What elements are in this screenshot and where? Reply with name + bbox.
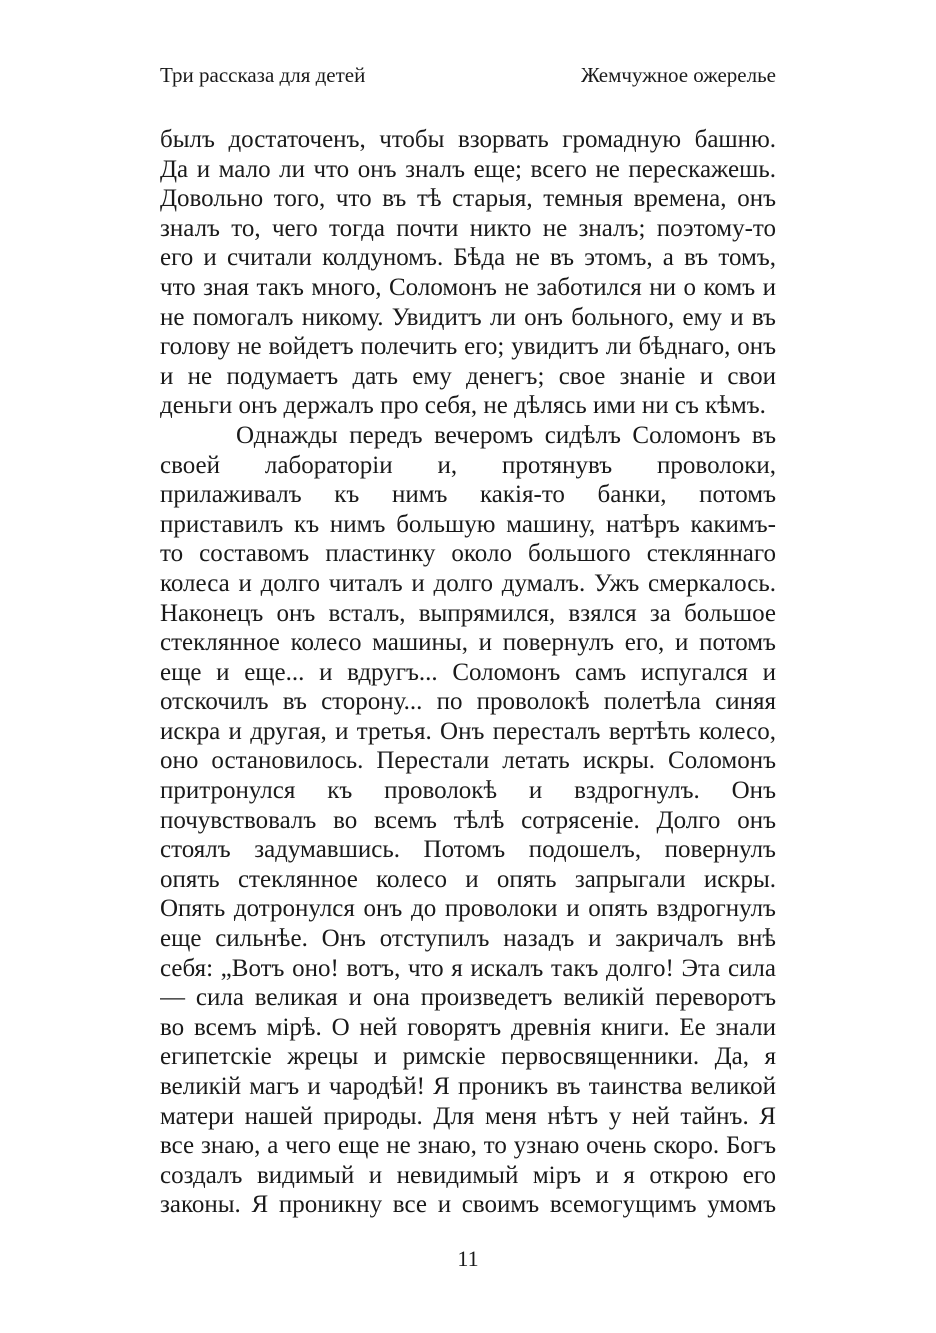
- text-line: себя: „Вотъ оно! вотъ, что я искалъ такъ долго! Эта сила: [160, 954, 776, 982]
- text-line: оно остановилось. Перестали летать искры. Соломонъ: [160, 747, 776, 775]
- paragraph: [160, 421, 776, 1220]
- text-line: великій магъ и чародѣй! Я проникъ въ таинства великой: [160, 1073, 776, 1100]
- running-header: [160, 60, 776, 90]
- text-line: Довольно того, что въ тѣ старыя, темныя времена, онъ: [160, 185, 776, 213]
- text-line: деньги онъ держалъ про себя, не дѣлясь ими ни съ кѣмъ.: [160, 392, 766, 420]
- text-line: стеклянное колесо машины, и повернулъ его, и потомъ: [160, 629, 776, 657]
- text-line: голову не войдетъ полечить его; увидитъ ли бѣднаго, онъ: [160, 333, 776, 361]
- text-line: матери нашей природы. Для меня нѣтъ у ней тайнъ. Я: [160, 1102, 776, 1130]
- text-line: прилаживалъ къ нимъ какія-то банки, потомъ: [160, 481, 776, 509]
- paragraph: [160, 125, 776, 421]
- text-line: зналъ то, чего тогда почти никто не зналъ; поэтому-то: [160, 214, 776, 242]
- text-line: Однажды передъ вечеромъ сидѣлъ Соломонъ въ: [236, 421, 776, 449]
- text-line: — сила великая и она произведетъ великій переворотъ: [160, 984, 776, 1012]
- text-line: не помогалъ никому. Увидитъ ли онъ больного, ему и въ: [160, 303, 776, 331]
- text-line: законы. Я проникну все и своимъ всемогущимъ умомъ: [160, 1191, 776, 1219]
- text-line: притронулся къ проволокѣ и вздрогнулъ. Онъ: [160, 777, 776, 805]
- text-line: своей лабораторіи и, протянувъ проволоки,: [160, 451, 776, 479]
- text-line: Опять дотронулся онъ до проволоки и опять вздрогнулъ: [160, 895, 776, 923]
- text-line: колеса и долго читалъ и долго думалъ. Ужъ смеркалось.: [160, 569, 776, 597]
- text-line: египетскіе жрецы и римскіе первосвященники. Да, я: [160, 1043, 776, 1071]
- text-line: искра и другая, и третья. Онъ пересталъ вертѣть колесо,: [160, 717, 776, 745]
- text-line: Наконецъ онъ всталъ, выпрямился, взялся за большое: [160, 599, 776, 627]
- text-line: былъ достаточенъ, чтобы взорвать громадную башню.: [160, 126, 776, 153]
- text-line: стоялъ задумавшись. Потомъ подошелъ, повернулъ: [160, 836, 776, 864]
- running-header-chapter-title: Жемчужное ожерелье: [581, 63, 776, 87]
- text-line: все знаю, а чего еще не знаю, то узнаю очень скоро. Богъ: [160, 1132, 776, 1160]
- text-line: почувствовалъ во всемъ тѣлѣ сотрясеніе. Долго онъ: [160, 806, 776, 834]
- text-line: и не подумаетъ дать ему денегъ; свое знаніе и свои: [160, 362, 776, 390]
- text-line: еще сильнѣе. Онъ отступилъ назадъ и закричалъ внѣ: [160, 925, 776, 953]
- running-header-book-title: Три рассказа для детей: [160, 63, 366, 87]
- text-line: что зная такъ много, Соломонъ не заботился ни о комъ и: [160, 273, 776, 301]
- page-number: 11: [457, 1246, 479, 1271]
- text-line: во всемъ мірѣ. О ней говорятъ древнія книги. Ее знали: [160, 1013, 776, 1041]
- text-line: его и считали колдуномъ. Бѣда не въ этомъ, а въ томъ,: [160, 244, 776, 272]
- text-line: приставилъ къ нимъ большую машину, натѣръ какимъ-: [160, 510, 776, 538]
- body-text: [160, 125, 776, 1220]
- text-line: отскочилъ въ сторону... по проволокѣ полетѣла синяя: [160, 688, 776, 716]
- text-line: то составомъ пластинку около большого стекляннаго: [160, 540, 776, 568]
- text-line: опять стеклянное колесо и опять запрыгали искры.: [160, 865, 776, 893]
- text-line: еще и еще... и вдругъ... Соломонъ самъ испугался и: [160, 658, 776, 686]
- text-line: создалъ видимый и невидимый міръ и я открою его: [160, 1161, 776, 1189]
- text-line: Да и мало ли что онъ зналъ еще; всего не перескажешь.: [160, 155, 776, 183]
